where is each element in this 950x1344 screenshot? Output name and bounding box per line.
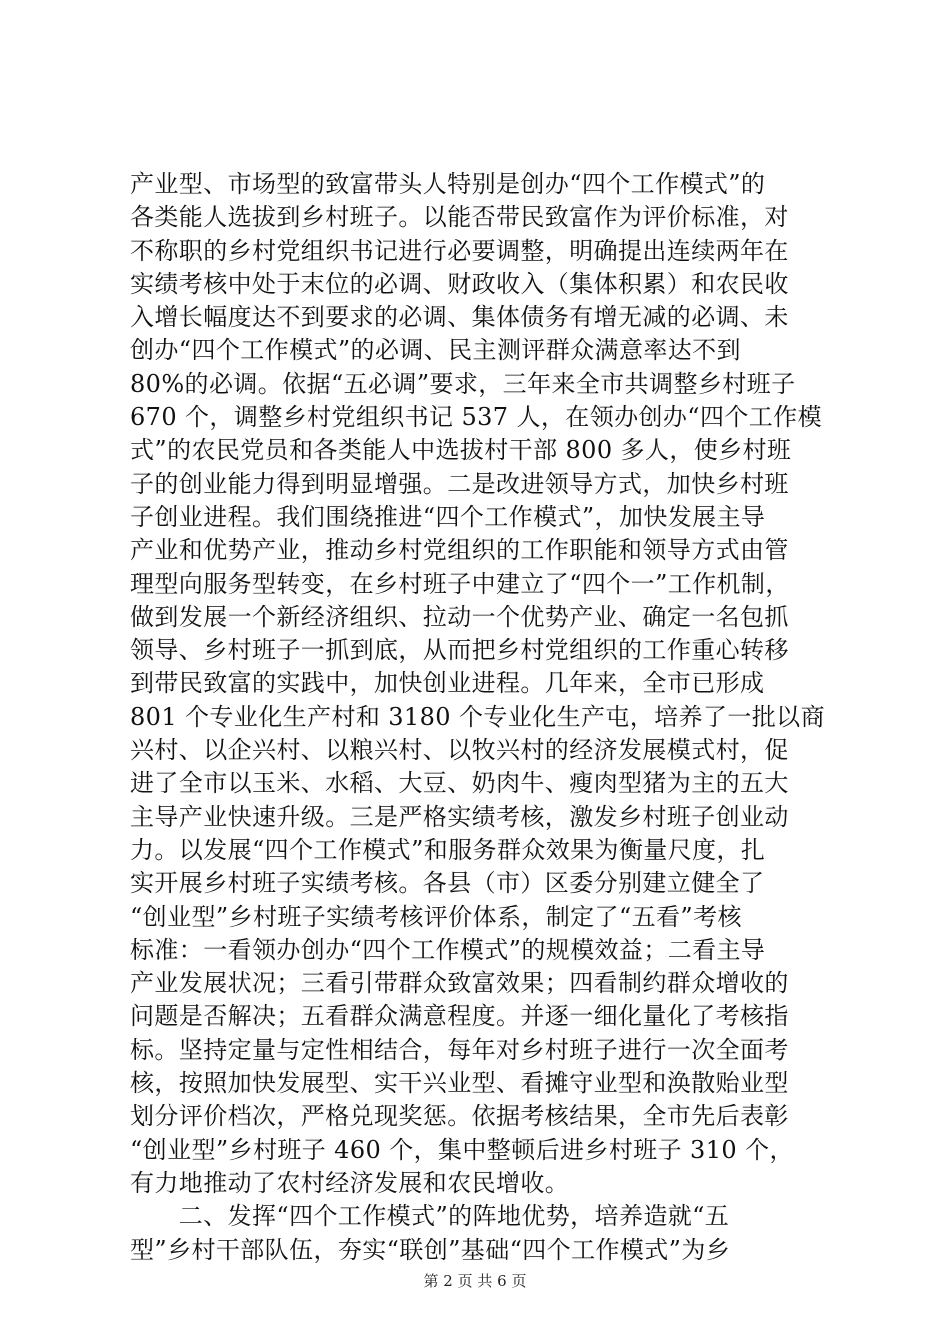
text-line: 各类能人选拔到乡村班子。以能否带民致富作为评价标准，对 [130, 203, 789, 232]
text-line: 实开展乡村班子实绩考核。各县（市）区委分别建立健全了 [130, 869, 765, 898]
text-line: 产业和优势产业，推动乡村党组织的工作职能和领导方式由管 [130, 536, 789, 565]
text-line: 不称职的乡村党组织书记进行必要调整，明确提出连续两年在 [130, 236, 789, 265]
text-line: 划分评价档次，严格兑现奖惩。依据考核结果，全市先后表彰 [130, 1102, 789, 1131]
text-line: 801 个专业化生产村和 3180 个专业化生产屯，培养了一批以商 [130, 702, 825, 731]
text-line: 做到发展一个新经济组织、拉动一个优势产业、确定一名包抓 [130, 602, 789, 631]
text-line: 式”的农民党员和各类能人中选拔村干部 800 多人，使乡村班 [130, 436, 792, 465]
text-line: 子的创业能力得到明显增强。二是改进领导方式，加快乡村班 [130, 469, 789, 498]
text-line: 670 个，调整乡村党组织书记 537 人，在领办创办“四个工作模 [130, 403, 822, 432]
text-line: 入增长幅度达不到要求的必调、集体债务有增无减的必调、未 [130, 303, 789, 332]
body-text [130, 168, 830, 1267]
text-line: 80%的必调。依据“五必调”要求，三年来全市共调整乡村班子 [130, 369, 796, 398]
text-line: 有力地推动了农村经济发展和农民增收。 [130, 1168, 570, 1197]
text-line: 二、发挥“四个工作模式”的阵地优势，培养造就“五 [130, 1202, 730, 1231]
text-line: “创业型”乡村班子 460 个，集中整顿后进乡村班子 310 个， [130, 1135, 794, 1164]
text-line: 子创业进程。我们围绕推进“四个工作模式”，加快发展主导 [130, 502, 766, 531]
text-line: 到带民致富的实践中，加快创业进程。几年来，全市已形成 [130, 669, 765, 698]
text-line: 兴村、以企兴村、以粮兴村、以牧兴村的经济发展模式村，促 [130, 736, 789, 765]
text-line: 创办“四个工作模式”的必调、民主测评群众满意率达不到 [130, 336, 741, 365]
text-line: “创业型”乡村班子实绩考核评价体系，制定了“五看”考核 [130, 902, 742, 931]
text-line: 主导产业快速升级。三是严格实绩考核，激发乡村班子创业动 [130, 802, 789, 831]
text-line: 力。以发展“四个工作模式”和服务群众效果为衡量尺度，扎 [130, 835, 766, 864]
text-line: 进了全市以玉米、水稻、大豆、奶肉牛、瘦肉型猪为主的五大 [130, 769, 789, 798]
text-line: 产业发展状况；三看引带群众致富效果；四看制约群众增收的 [130, 969, 789, 998]
text-line: 型”乡村干部队伍，夯实“联创”基础“四个工作模式”为乡 [130, 1235, 731, 1264]
page-number-footer: 第 2 页 共 6 页 [423, 1272, 527, 1290]
text-line: 标准：一看领办创办“四个工作模式”的规模效益；二看主导 [130, 935, 766, 964]
text-line: 实绩考核中处于末位的必调、财政收入（集体积累）和农民收 [130, 269, 789, 298]
text-line: 问题是否解决；五看群众满意程度。并逐一细化量化了考核指 [130, 1002, 789, 1031]
text-line: 理型向服务型转变，在乡村班子中建立了“四个一”工作机制， [130, 569, 790, 598]
text-line: 核，按照加快发展型、实干兴业型、看摊守业型和涣散贻业型 [130, 1069, 789, 1098]
text-line: 领导、乡村班子一抓到底，从而把乡村党组织的工作重心转移 [130, 636, 789, 665]
text-line: 产业型、市场型的致富带头人特别是创办“四个工作模式”的 [130, 170, 766, 198]
text-line: 标。坚持定量与定性相结合，每年对乡村班子进行一次全面考 [130, 1035, 789, 1064]
